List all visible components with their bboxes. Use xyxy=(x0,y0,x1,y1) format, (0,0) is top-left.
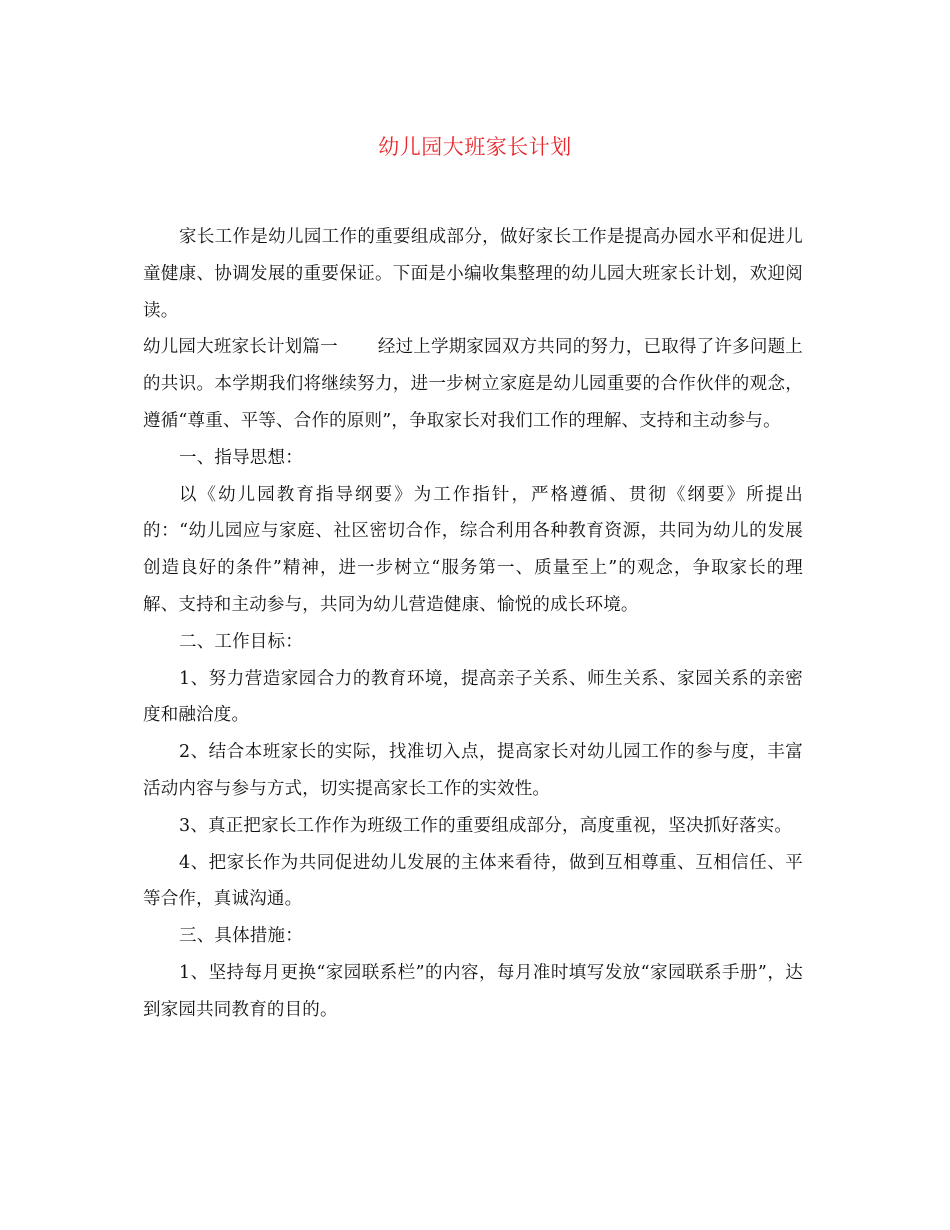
heading-measures: 三、具体措施： xyxy=(179,926,303,947)
heading-guiding-thought: 一、指导思想： xyxy=(179,447,303,468)
section-one-text: 经过上学期家园双方共同的努力，已取得了许多问题上的共识。本学期我们将继续努力，进一步树立家庭是幼儿园重要的合作伙伴的观念，遵循“尊重、平等、合作的原则”，争取家长对我们工作的理解、支持和主动参与。 xyxy=(143,337,803,431)
intro-paragraph: 家长工作是幼儿园工作的重要组成部分，做好家长工作是提高办园水平和促进儿童健康、协调发展的重要保证。下面是小编收集整理的幼儿园大班家长计划，欢迎阅读。 xyxy=(143,227,803,321)
document-title: 幼儿园大班家长计划 xyxy=(378,135,572,159)
section-one-label: 幼儿园大班家长计划篇一 xyxy=(143,337,338,358)
goal-item-4: 4、把家长作为共同促进幼儿发展的主体来看待，做到互相尊重、互相信任、平等合作，真诚沟通。 xyxy=(143,852,803,910)
goal-item-2: 2、结合本班家长的实际，找准切入点，提高家长对幼儿园工作的参与度，丰富活动内容与参与方式，切实提高家长工作的实效性。 xyxy=(143,742,803,799)
document-body xyxy=(143,219,803,1029)
section-one-paragraph xyxy=(143,329,803,439)
goal-item-1: 1、努力营造家园合力的教育环境，提高亲子关系、师生关系、家园关系的亲密度和融洽度。 xyxy=(143,668,803,726)
guiding-thought-paragraph: 以《幼儿园教育指导纲要》为工作指针，严格遵循、贯彻《纲要》所提出的：“幼儿园应与家庭、社区密切合作，综合利用各种教育资源，共同为幼儿的发展创造良好的条件”精神，进一步树立“服务第一、质量至上”的观念，争取家长的理解、支持和主动参与，共同为幼儿营造健康、愉悦的成长环境。 xyxy=(143,484,803,615)
heading-work-goals: 二、工作目标： xyxy=(179,631,303,652)
measure-item-1: 1、坚持每月更换“家园联系栏”的内容，每月准时填写发放“家园联系手册”，达到家园共同教育的目的。 xyxy=(143,962,803,1020)
goal-item-3: 3、真正把家长工作作为班级工作的重要组成部分，高度重视，坚决抓好落实。 xyxy=(179,815,793,836)
